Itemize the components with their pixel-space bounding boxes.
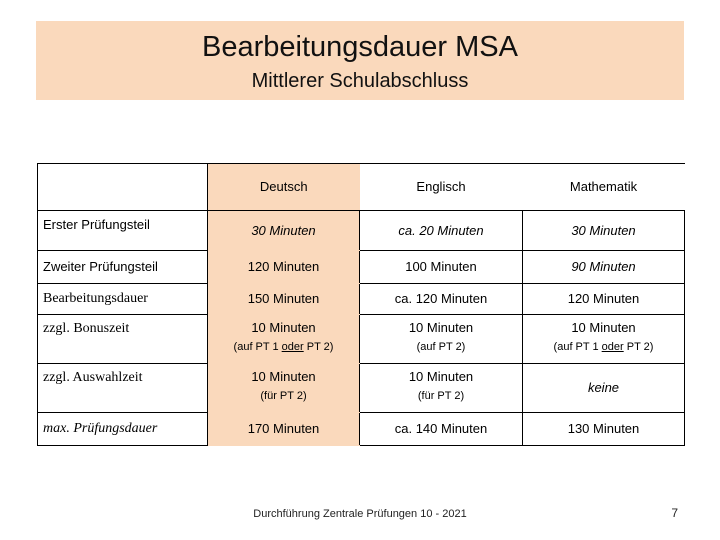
row-label-bearbeitungsdauer: Bearbeitungsdauer	[38, 284, 208, 315]
cell-sub-note: (auf PT 2)	[416, 341, 466, 353]
slide-header	[36, 21, 684, 100]
cell-mathematik: 120 Minuten	[523, 284, 685, 315]
cell-englisch: ca. 120 Minuten	[360, 284, 523, 315]
row-label-zweiter-pruefungsteil: Zweiter Prüfungsteil	[38, 251, 208, 284]
sub-note-underlined: oder	[601, 341, 624, 353]
table-corner-cell	[38, 164, 208, 211]
column-header-mathematik: Mathematik	[523, 164, 685, 211]
row-label-bonuszeit: zzgl. Bonuszeit	[38, 315, 208, 364]
table-row	[38, 284, 685, 315]
cell-mathematik: keine	[523, 364, 685, 413]
cell-mathematik: 90 Minuten	[523, 251, 685, 284]
table-row	[38, 364, 685, 413]
cell-mathematik	[523, 315, 685, 364]
cell-main-value: 10 Minuten	[571, 320, 636, 335]
cell-deutsch: 120 Minuten	[208, 251, 360, 284]
cell-main-value: 10 Minuten	[251, 320, 316, 335]
cell-mathematik: 30 Minuten	[523, 211, 685, 251]
cell-deutsch: 30 Minuten	[208, 211, 360, 251]
cell-sub-note	[208, 340, 359, 354]
sub-note-text: (auf PT 1	[553, 341, 602, 353]
cell-deutsch	[208, 364, 360, 413]
slide-footer: Durchführung Zentrale Prüfungen 10 - 2021	[253, 508, 467, 520]
table-row	[38, 211, 685, 251]
row-label-erster-pruefungsteil: Erster Prüfungsteil	[38, 211, 208, 251]
cell-englisch: ca. 140 Minuten	[360, 413, 523, 446]
column-header-deutsch: Deutsch	[208, 164, 360, 211]
table-row	[38, 251, 685, 284]
duration-table	[37, 163, 685, 446]
table-header-row	[38, 164, 685, 211]
cell-deutsch: 170 Minuten	[208, 413, 360, 446]
sub-note-text: PT 2)	[623, 341, 654, 353]
cell-mathematik: 130 Minuten	[523, 413, 685, 446]
cell-englisch: ca. 20 Minuten	[360, 211, 523, 251]
column-header-englisch: Englisch	[360, 164, 523, 211]
cell-englisch: 100 Minuten	[360, 251, 523, 284]
slide-title: Bearbeitungsdauer MSA	[202, 31, 518, 63]
sub-note-text: PT 2)	[303, 341, 334, 353]
sub-note-underlined: oder	[281, 341, 304, 353]
cell-sub-note: (für PT 2)	[260, 390, 307, 402]
cell-englisch	[360, 315, 523, 364]
slide-subtitle: Mittlerer Schulabschluss	[251, 70, 469, 92]
table-row	[38, 413, 685, 446]
row-label-auswahlzeit: zzgl. Auswahlzeit	[38, 364, 208, 413]
sub-note-text: (auf PT 1	[233, 341, 282, 353]
cell-englisch	[360, 364, 523, 413]
row-label-max-pruefungsdauer: max. Prüfungsdauer	[38, 413, 208, 446]
cell-main-value: 10 Minuten	[408, 320, 474, 335]
page-number: 7	[671, 506, 678, 520]
cell-main-value: 10 Minuten	[251, 369, 316, 384]
cell-main-value: 10 Minuten	[408, 369, 474, 384]
table-row	[38, 315, 685, 364]
cell-sub-note	[523, 340, 684, 354]
cell-sub-note: (für PT 2)	[417, 390, 465, 402]
cell-deutsch	[208, 315, 360, 364]
cell-deutsch: 150 Minuten	[208, 284, 360, 315]
